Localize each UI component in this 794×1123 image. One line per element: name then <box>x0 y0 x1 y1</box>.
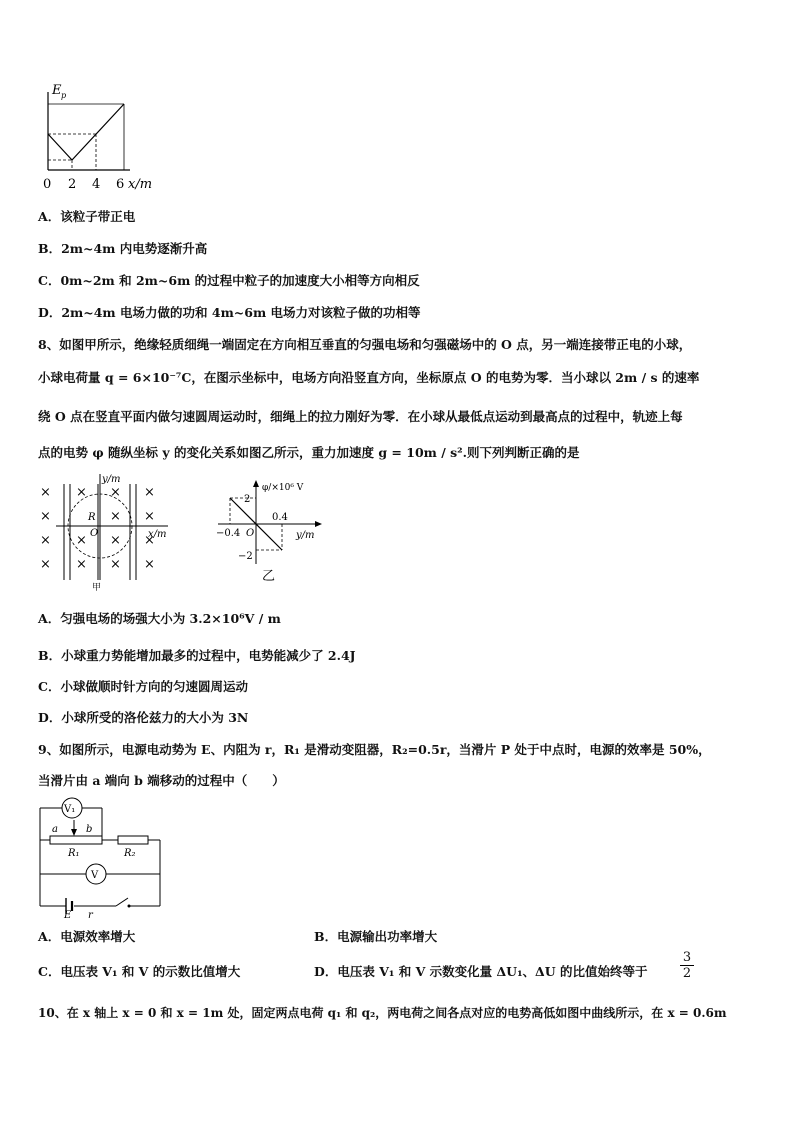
cross: × <box>76 533 87 548</box>
q8-line-2: 小球电荷量 q = 6×10⁻⁷C，在图示坐标中，电场方向沿竖直方向，坐标原点 O 的电势为零．当小球以 2m / s 的速率 <box>38 370 700 385</box>
q9-option-c: C．电压表 V₁ 和 V 的示数比值增大 <box>38 964 241 979</box>
yi-x-axis: y/m <box>296 530 315 541</box>
yi-origin: O <box>246 528 255 539</box>
ep-tick-6: 6 <box>116 177 125 192</box>
ep-x-unit: x/m <box>128 177 153 192</box>
q9-fraction-den: 2 <box>682 966 692 981</box>
q9-fraction <box>680 950 694 981</box>
cross: × <box>110 557 121 572</box>
q8-option-d: D．小球所受的洛伦兹力的大小为 3N <box>38 710 249 725</box>
q7-option-d: D．2m~4m 电场力做的功和 4m~6m 电场力对该粒子做的功相等 <box>38 305 421 320</box>
cross: × <box>40 557 51 572</box>
yi-bottom: −2 <box>238 551 253 562</box>
circuit-a: a <box>52 824 58 835</box>
q10-line-1: 10、在 x 轴上 x = 0 和 x = 1m 处，固定两点电荷 q₁ 和 q₂，两电荷之间各点对应的电势高低如图中曲线所示，在 x = 0.6m <box>38 1006 727 1020</box>
cross: × <box>76 485 87 500</box>
circuit-r1: R₁ <box>68 848 80 859</box>
jia-y-axis: y/m <box>102 474 121 485</box>
q8-option-c: C．小球做顺时针方向的匀速圆周运动 <box>38 679 248 694</box>
cross: × <box>40 509 51 524</box>
yi-caption: 乙 <box>262 569 276 584</box>
q8-line-3: 绕 O 点在竖直平面内做匀速圆周运动时，细绳上的拉力刚好为零．在小球从最低点运动到最高点的过程中，轨迹上每 <box>38 409 683 424</box>
cross: × <box>40 533 51 548</box>
q8-option-a: A．匀强电场的场强大小为 3.2×10⁶V / m <box>38 611 281 626</box>
jia-caption: 甲 <box>92 583 102 592</box>
jia-origin: O <box>90 528 99 539</box>
ep-y-sub: p <box>61 91 67 100</box>
circuit-e: E <box>64 910 72 920</box>
q7-option-a: A．该粒子带正电 <box>38 209 136 224</box>
cross: × <box>144 485 155 500</box>
yi-left: −0.4 <box>216 528 241 539</box>
q9-line-1: 9、如图所示，电源电动势为 E、内阻为 r，R₁ 是滑动变阻器，R₂=0.5r，当滑片 P 处于中点时，电源的效率是 50%， <box>38 742 711 757</box>
cross: × <box>110 509 121 524</box>
ep-tick-2: 2 <box>68 177 77 192</box>
cross: × <box>144 509 155 524</box>
cross: × <box>144 557 155 572</box>
q9-option-a: A．电源效率增大 <box>38 929 136 944</box>
cross: × <box>76 557 87 572</box>
cross: × <box>110 533 121 548</box>
q7-option-b: B．2m~4m 内电势逐渐升高 <box>38 241 208 256</box>
q7-option-c: C．0m~2m 和 2m~6m 的过程中粒子的加速度大小相等方向相反 <box>38 273 420 288</box>
yi-y-axis: φ/×10⁶ V <box>262 483 304 493</box>
q8-line-1: 8、如图甲所示，绝缘轻质细绳一端固定在方向相互垂直的匀强电场和匀强磁场中的 O 点，另一端连接带正电的小球， <box>38 337 692 352</box>
circuit-v1: V₁ <box>64 804 76 815</box>
cross: × <box>144 533 155 548</box>
jia-x-axis: x/m <box>148 529 167 540</box>
jia-radius: R <box>88 512 96 523</box>
circuit-b: b <box>86 824 93 835</box>
ep-graph <box>38 84 168 196</box>
fig-yi <box>214 478 334 588</box>
q9-option-d: D．电压表 V₁ 和 V 示数变化量 ΔU₁、ΔU 的比值始终等于 <box>314 964 648 979</box>
q9-option-b: B．电源输出功率增大 <box>314 929 438 944</box>
q8-option-b: B．小球重力势能增加最多的过程中，电势能减少了 2.4J <box>38 648 356 663</box>
yi-top: 2 <box>244 494 251 505</box>
yi-right: 0.4 <box>272 512 288 523</box>
ep-tick-4: 4 <box>92 177 101 192</box>
ep-tick-0: 0 <box>43 177 52 192</box>
circuit-diagram <box>36 794 166 920</box>
q9-fraction-num: 3 <box>680 950 694 966</box>
fig-jia <box>36 470 176 592</box>
circuit-v: V <box>91 870 99 881</box>
q8-line-4: 点的电势 φ 随纵坐标 y 的变化关系如图乙所示，重力加速度 g = 10m / s².则下列判断正确的是 <box>38 445 580 460</box>
cross: × <box>110 485 121 500</box>
circuit-r: r <box>88 910 93 920</box>
ep-y-label: E <box>52 84 62 98</box>
q9-line-2: 当滑片由 a 端向 b 端移动的过程中（ ） <box>38 773 285 788</box>
circuit-r2: R₂ <box>124 848 136 859</box>
cross: × <box>40 485 51 500</box>
